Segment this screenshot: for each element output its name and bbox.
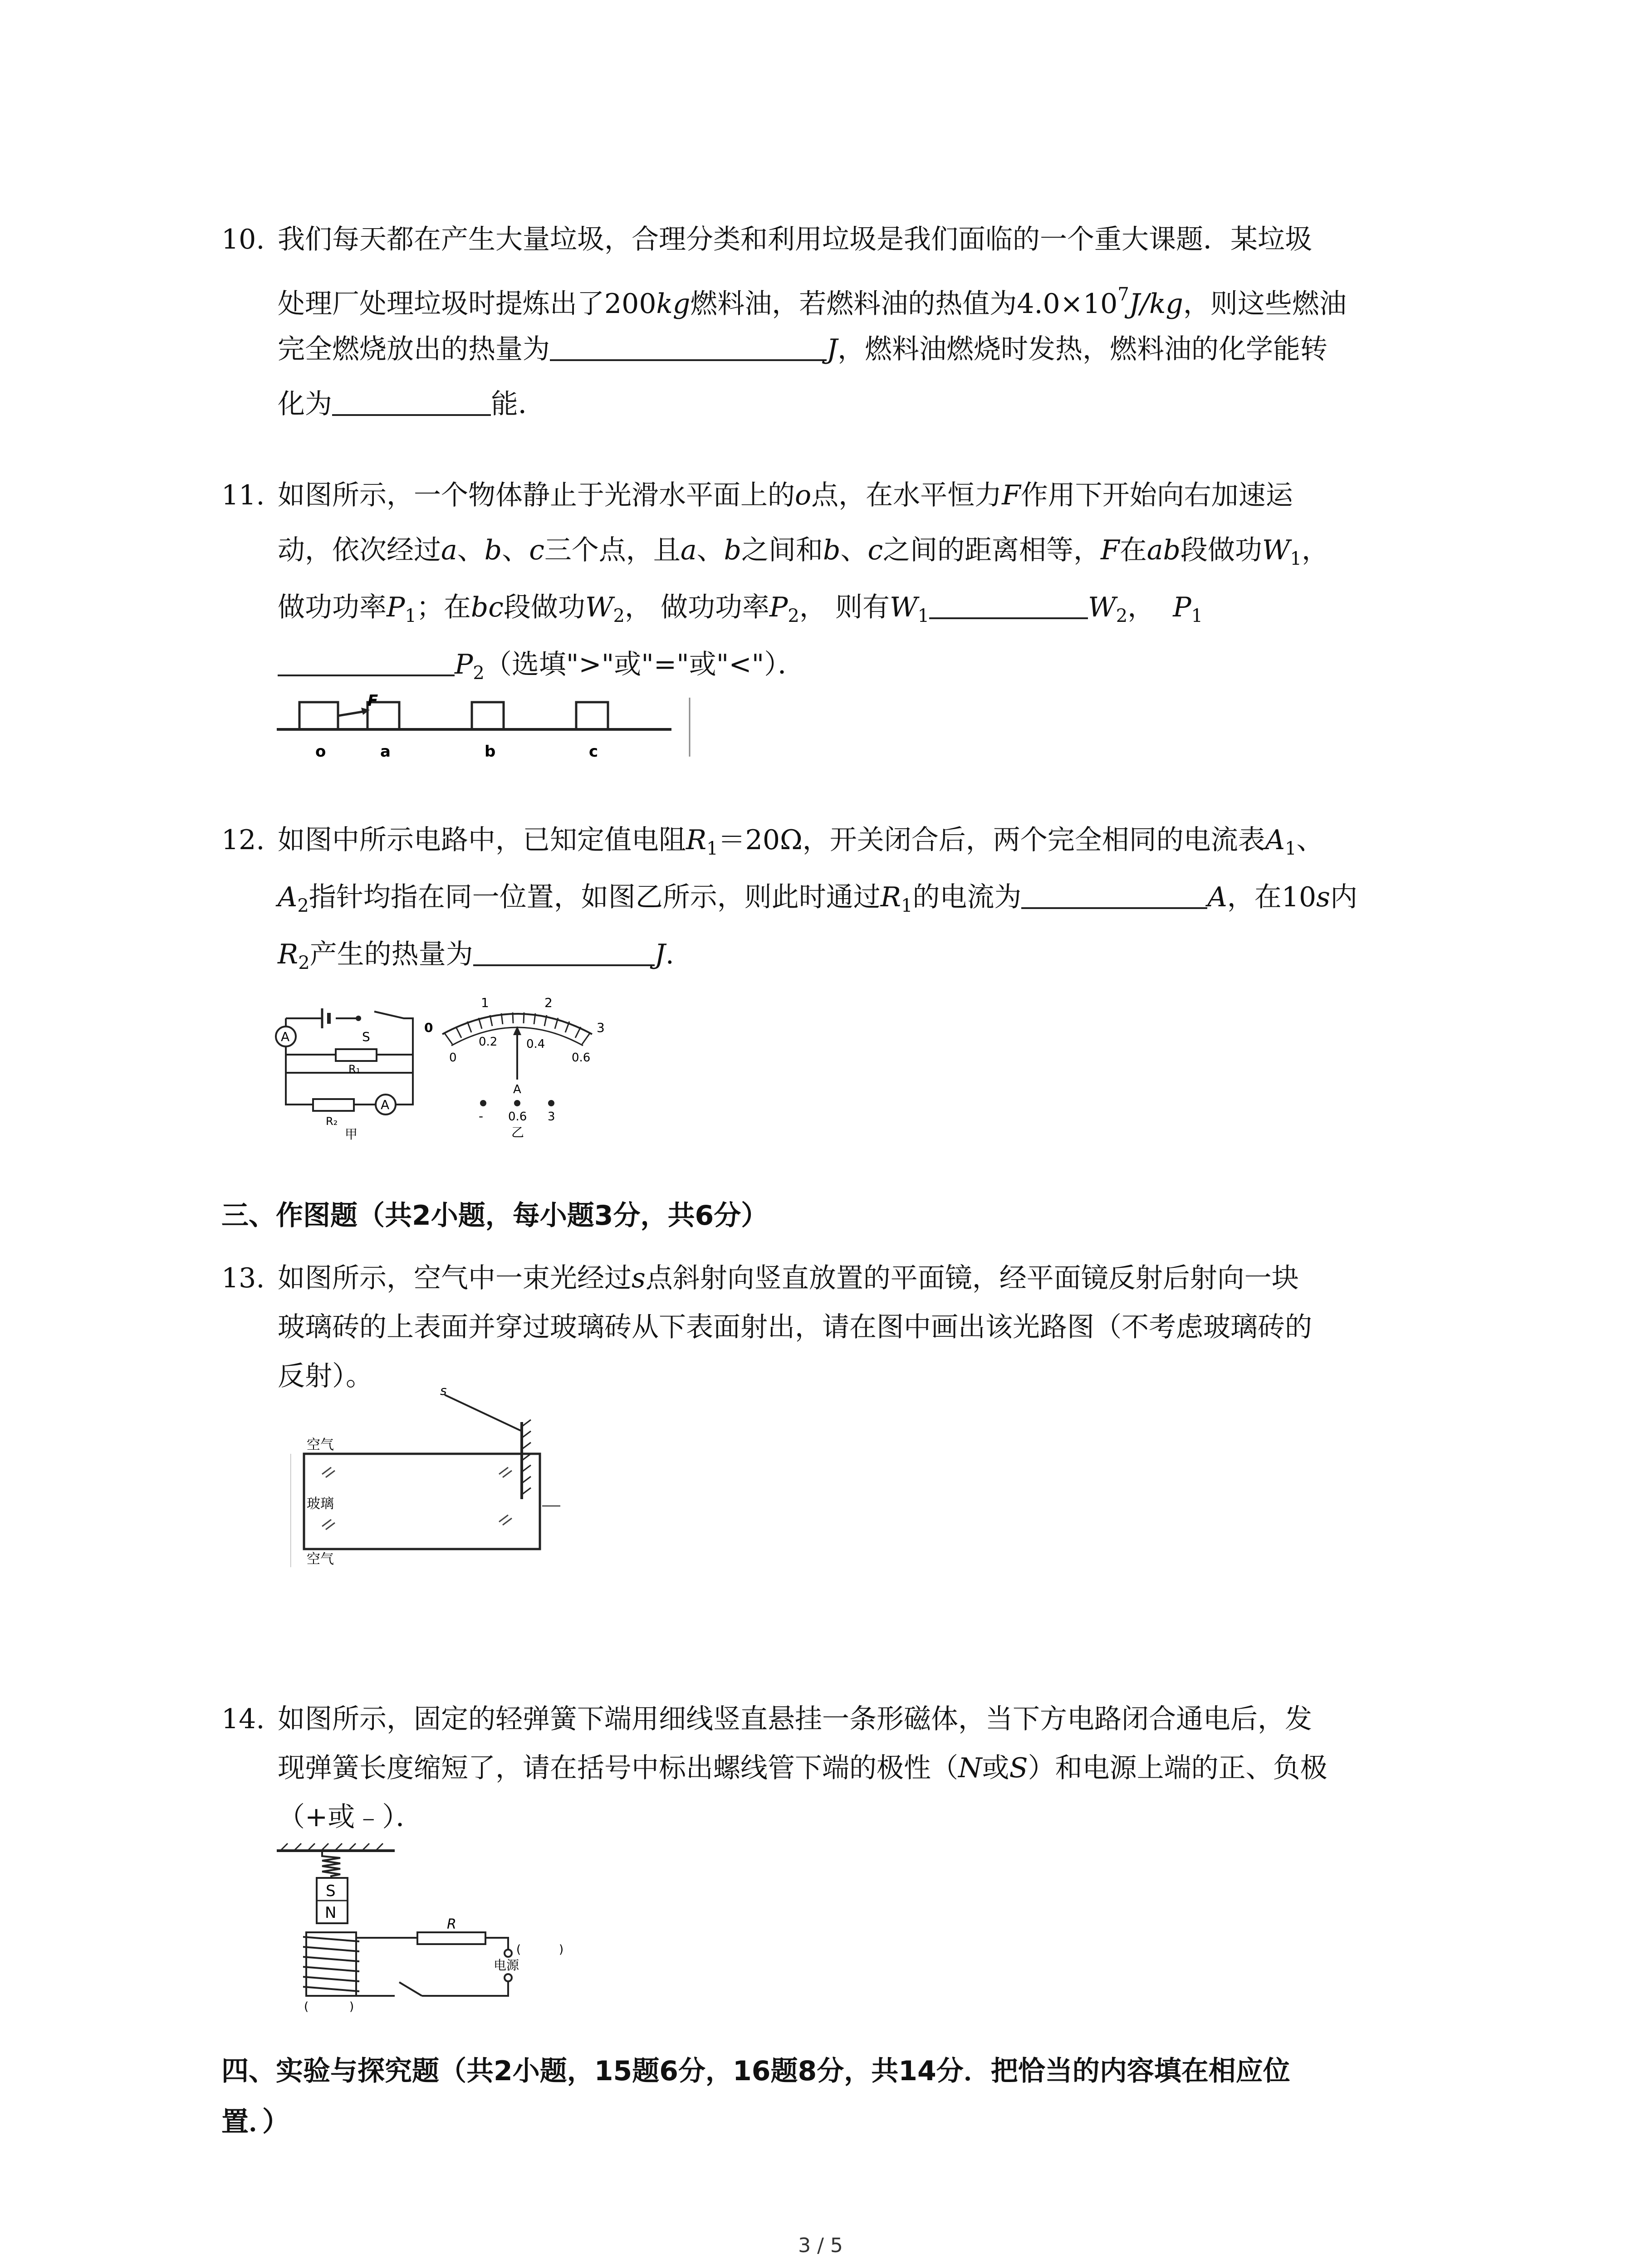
text: 如图中所示电路中，已知定值电阻	[278, 824, 686, 856]
power-bracket-right: )	[559, 1943, 564, 1956]
text: 的电流为	[912, 881, 1022, 913]
var: W	[889, 591, 918, 623]
subscript: 2	[473, 663, 485, 684]
magnet-n-label: N	[325, 1904, 337, 1922]
dial-bottom-0-2: 0.2	[479, 1035, 498, 1049]
q11-line-2	[278, 523, 1329, 587]
answer-blank-heat[interactable]	[550, 336, 827, 361]
var: b	[823, 534, 841, 566]
text: 在	[1119, 534, 1147, 566]
text: 我们每天都在产生大量垃圾，合理分类和利用垃圾是我们面临的一个重大课题．某垃圾	[278, 224, 1312, 255]
text: 反射）。	[278, 1360, 373, 1392]
text: 做功功率	[278, 591, 387, 623]
var: R	[686, 824, 707, 856]
question-number: 11.	[221, 479, 265, 511]
var: a	[441, 534, 457, 566]
subscript: 1	[1191, 606, 1203, 626]
unit: J	[827, 333, 838, 365]
point-c-label: c	[589, 743, 598, 761]
dial-top-0: 0	[424, 1020, 433, 1035]
block-b	[472, 702, 504, 729]
text: 、	[840, 534, 868, 566]
figure-q12-ammeter-dial	[424, 984, 615, 1139]
power-bracket-left: (	[516, 1943, 521, 1956]
unit: J	[654, 938, 666, 970]
subscript: 1	[1290, 548, 1302, 569]
resistor-r1	[336, 1049, 377, 1061]
var: P	[769, 591, 788, 623]
unit: A	[1207, 881, 1227, 913]
var: b	[724, 534, 742, 566]
text: （选填">"或"="或"<"）．	[484, 649, 805, 680]
var: c	[529, 534, 544, 566]
var: P	[1173, 591, 1191, 623]
figure-q12-circuit	[272, 996, 426, 1145]
r2-label: R₂	[326, 1115, 338, 1128]
text: 段做功	[503, 591, 585, 623]
var: b	[484, 534, 502, 566]
var: F	[1101, 534, 1120, 566]
text: 内	[1330, 881, 1357, 913]
text: ＝20Ω，开关闭合后，两个完全相同的电流表	[718, 824, 1265, 856]
figure-q13-glass	[290, 1377, 581, 1567]
text: 段做功	[1180, 534, 1262, 566]
text: 动，依次经过	[278, 534, 441, 566]
power-source-label: 电源	[494, 1958, 519, 1973]
ammeter-a1-label: A	[281, 1029, 290, 1044]
glass-label: 玻璃	[307, 1496, 334, 1512]
var: o	[795, 479, 812, 511]
text: 点，在水平恒力	[811, 479, 1002, 511]
air-bottom-label: 空气	[307, 1551, 334, 1567]
text: ）和电源上端的正、负极	[1028, 1752, 1327, 1784]
var: N	[958, 1752, 982, 1784]
answer-blank-energy[interactable]	[332, 391, 491, 416]
question-number: 12.	[221, 824, 265, 856]
dial-top-1: 1	[481, 995, 489, 1010]
resistor-label: R	[447, 1916, 456, 1932]
var: bc	[470, 591, 504, 623]
q11-line-3	[278, 580, 1203, 644]
answer-blank-heat[interactable]	[473, 941, 655, 966]
answer-blank-work[interactable]	[929, 594, 1088, 619]
text: 、	[457, 534, 485, 566]
text: ， 则有	[799, 591, 890, 623]
var: ab	[1146, 534, 1181, 566]
resistor-r2	[313, 1099, 354, 1111]
subscript: 2	[613, 606, 625, 626]
text: 之间的距离相等，	[883, 534, 1101, 566]
text: 产生的热量为	[309, 938, 473, 970]
answer-blank-power[interactable]	[278, 651, 455, 676]
question-number: 10.	[221, 224, 265, 255]
page-number: 3 / 5	[798, 2234, 843, 2257]
text: 、	[696, 534, 724, 566]
text: 化为	[278, 388, 332, 420]
q10-line-3	[278, 322, 1327, 377]
text: ，	[1302, 534, 1329, 566]
exponent: 7	[1117, 284, 1129, 305]
dial-bottom-0: 0	[449, 1051, 457, 1065]
force-label: F	[367, 692, 378, 710]
var: R	[278, 938, 299, 970]
text: ；在	[416, 591, 471, 623]
glass-hatch-marks	[322, 1467, 512, 1530]
figure-yi-label: 乙	[511, 1125, 524, 1139]
text: 、	[1296, 824, 1324, 856]
var: P	[387, 591, 405, 623]
subscript: 1	[917, 606, 930, 626]
q12-line-1	[278, 813, 1324, 876]
spring	[322, 1852, 340, 1878]
point-a-label: a	[380, 743, 391, 761]
q12-line-3	[278, 927, 674, 991]
q13-line-1	[278, 1251, 1299, 1306]
figure-q11-track	[272, 684, 703, 775]
q14-line-3	[278, 1790, 423, 1845]
var: s	[632, 1262, 646, 1294]
text: 三个点，且	[544, 534, 681, 566]
subscript: 2	[1116, 606, 1128, 626]
answer-blank-current[interactable]	[1021, 884, 1207, 909]
text: 或	[982, 1752, 1009, 1784]
var: W	[1088, 591, 1116, 623]
subscript: 1	[901, 895, 913, 916]
power-terminal-bottom	[505, 1974, 512, 1981]
q10-line-1	[278, 212, 1312, 267]
text: 指针均指在同一位置，如图乙所示，则此时通过	[309, 881, 881, 913]
air-top-label: 空气	[307, 1437, 334, 1453]
text: 点斜射向竖直放置的平面镜，经平面镜反射后射向一块	[645, 1262, 1299, 1294]
incident-ray	[445, 1395, 522, 1431]
question-number: 13.	[221, 1262, 265, 1294]
subscript: 1	[1285, 838, 1297, 859]
dial-top-3: 3	[597, 1020, 605, 1035]
q14-line-2	[278, 1741, 1327, 1796]
unit: s	[1316, 881, 1330, 913]
point-o-label: o	[315, 743, 326, 761]
text: ，则这些燃油	[1183, 288, 1347, 320]
ceiling-hatching	[281, 1843, 383, 1850]
text: 如图所示，固定的轻弹簧下端用细线竖直悬挂一条形磁体，当下方电路闭合通电后，发	[278, 1703, 1312, 1735]
var: S	[1009, 1752, 1028, 1784]
subscript: 2	[788, 606, 799, 626]
text: 能．	[491, 388, 545, 420]
var: c	[867, 534, 883, 566]
text: 玻璃砖的上表面并穿过玻璃砖从下表面射出，请在图中画出该光路图（不考虑玻璃砖的	[278, 1311, 1312, 1343]
force-arrow	[338, 711, 365, 716]
text: 如图所示，空气中一束光经过	[278, 1262, 632, 1294]
text: ， 做功功率	[624, 591, 770, 623]
var: P	[455, 649, 473, 680]
magnet-s-label: S	[326, 1882, 336, 1900]
wire-bottom-right	[422, 1981, 508, 1996]
terminal-minus	[480, 1100, 486, 1106]
q10-line-4	[278, 377, 545, 432]
var: a	[680, 534, 697, 566]
text: 如图所示，一个物体静止于光滑水平面上的	[278, 479, 795, 511]
text: 、	[502, 534, 529, 566]
terminal-minus-label: -	[479, 1109, 484, 1124]
block-o	[299, 702, 338, 729]
dial-bottom-0-4: 0.4	[526, 1037, 545, 1051]
text: 完全燃烧放出的热量为	[278, 333, 550, 365]
section-heading-4	[221, 2046, 1290, 2147]
r1-label: R₁	[348, 1063, 361, 1075]
text: （+或﹣）．	[278, 1801, 423, 1833]
text: 燃料油，若燃料油的热值为4.0×10	[690, 288, 1118, 320]
terminal-0-6	[514, 1100, 520, 1106]
dial-top-2: 2	[544, 995, 553, 1010]
terminal-0-6-label: 0.6	[508, 1110, 527, 1124]
text: 作用下开始向右加速运	[1020, 479, 1293, 511]
point-s-label: s	[440, 1383, 447, 1398]
glass-brick	[304, 1454, 540, 1549]
q13-line-2	[278, 1300, 1312, 1355]
q12-line-2	[278, 870, 1357, 934]
unit: J/kg	[1129, 288, 1183, 320]
resistor-r	[417, 1932, 485, 1944]
q11-line-1	[278, 468, 1293, 523]
var: A	[1265, 824, 1285, 856]
var: W	[1262, 534, 1290, 566]
unit: kg	[656, 288, 691, 320]
solenoid-bracket-left: (	[304, 2000, 309, 2014]
switch-lever	[399, 1982, 422, 1996]
subscript: 1	[405, 606, 416, 626]
terminal-3	[548, 1100, 554, 1106]
text: .	[665, 938, 674, 970]
solenoid	[306, 1932, 356, 1996]
solenoid-bracket-right: )	[349, 2000, 354, 2014]
text: 之间和	[741, 534, 823, 566]
text: ，在10	[1227, 881, 1317, 913]
q14-line-1	[278, 1692, 1312, 1747]
text: ，	[1127, 591, 1155, 623]
var: A	[278, 881, 298, 913]
var: W	[585, 591, 613, 623]
var: R	[880, 881, 901, 913]
dial-bottom-0-6: 0.6	[572, 1051, 591, 1065]
wire-right	[485, 1938, 508, 1950]
subscript: 2	[297, 895, 309, 916]
terminal-3-label: 3	[548, 1110, 555, 1124]
question-number: 14.	[221, 1703, 265, 1735]
text: 现弹簧长度缩短了，请在括号中标出螺线管下端的极性（	[278, 1752, 958, 1784]
section-4-line-1: 四、实验与探究题（共2小题，15题6分，16题8分，共14分．把恰当的内容填在相应位	[221, 2055, 1290, 2087]
var: F	[1002, 479, 1021, 511]
block-c	[576, 702, 608, 729]
switch-label: S	[362, 1029, 370, 1044]
point-b-label: b	[485, 743, 496, 761]
power-terminal-top	[505, 1950, 512, 1957]
subscript: 1	[706, 838, 718, 859]
subscript: 2	[298, 953, 310, 973]
section-4-line-2: 置．）	[221, 2106, 289, 2138]
figure-q14-electromagnet	[272, 1842, 599, 2014]
text: 处理厂处理垃圾时提炼出了200	[278, 288, 656, 320]
dial-unit-label: A	[513, 1083, 521, 1096]
switch-pivot	[356, 1016, 361, 1021]
section-heading-3: 三、作图题（共2小题，每小题3分，共6分）	[221, 1200, 769, 1232]
ammeter-a2-label: A	[381, 1097, 390, 1112]
text: ，燃料油燃烧时发热，燃料油的化学能转	[838, 333, 1328, 365]
figure-jia-label: 甲	[345, 1127, 358, 1142]
